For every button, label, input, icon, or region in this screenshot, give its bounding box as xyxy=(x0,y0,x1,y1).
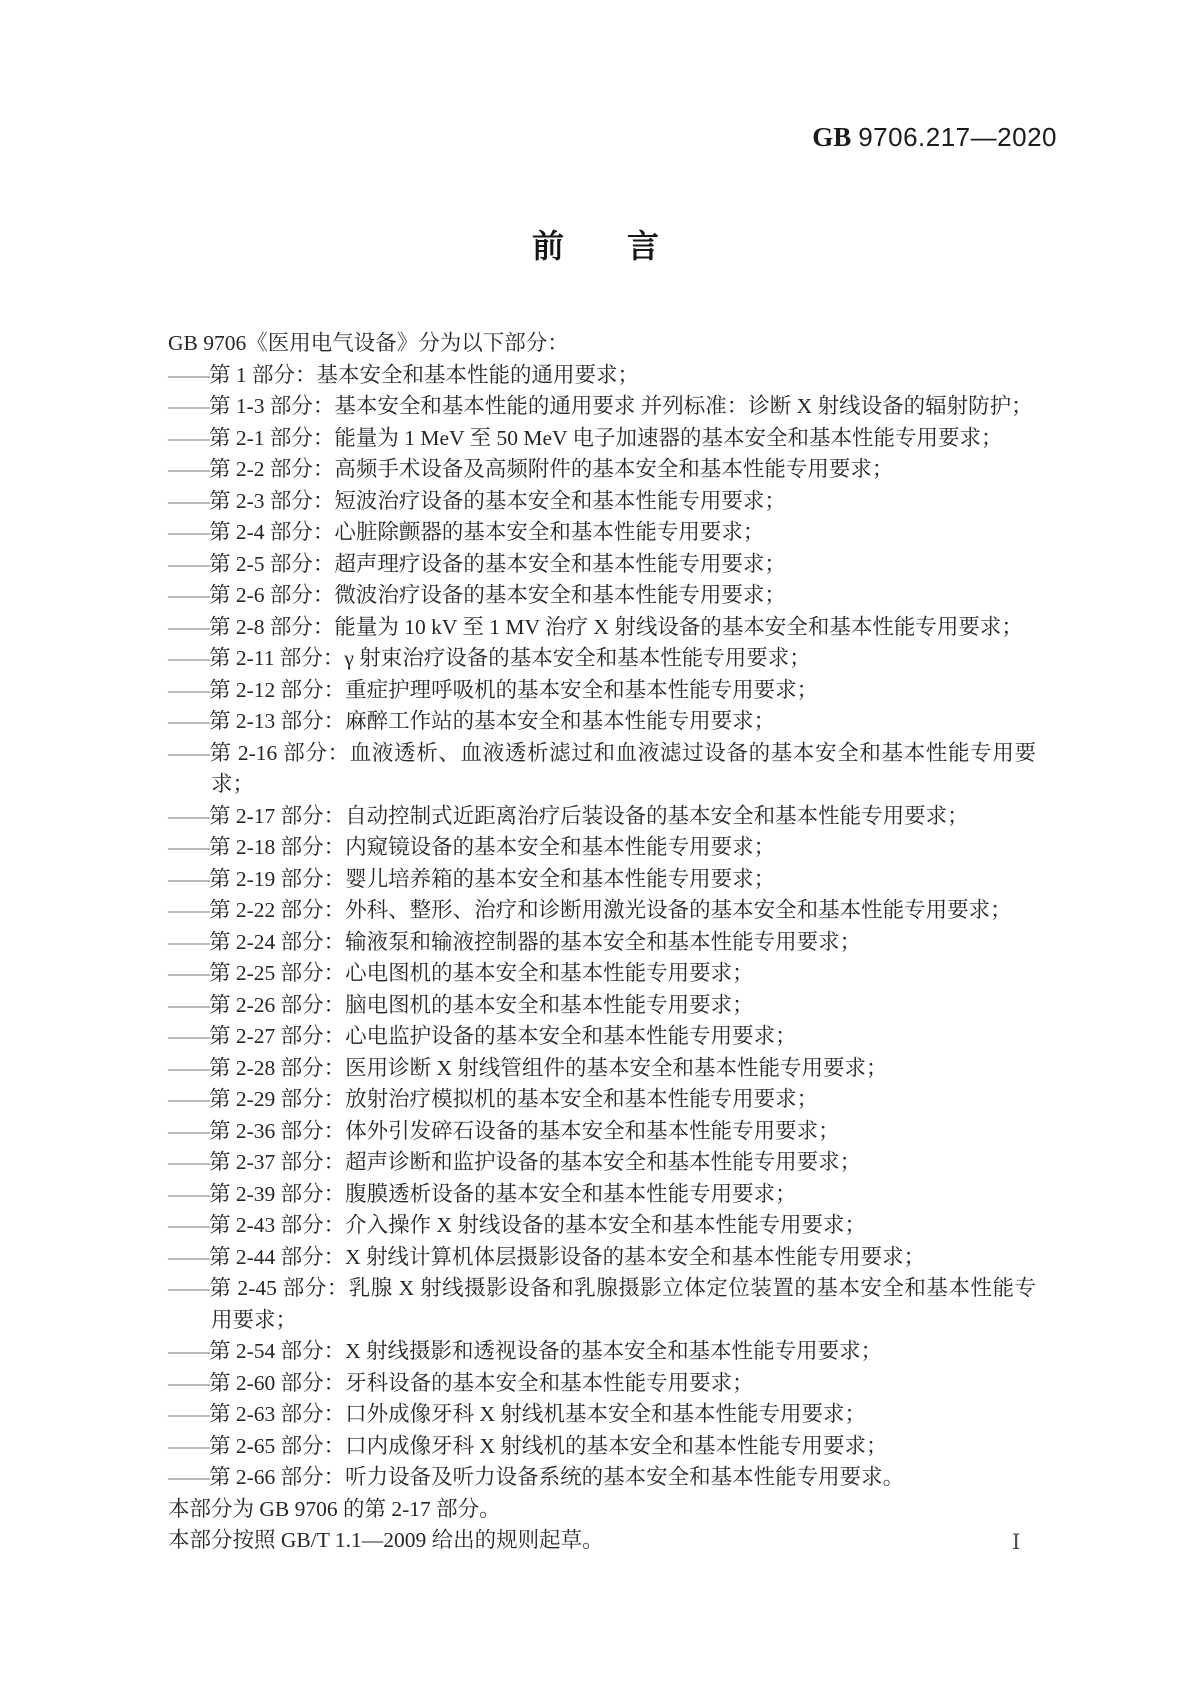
foreword-content xyxy=(168,328,1036,1557)
list-dash: —— xyxy=(168,898,209,922)
list-dash: —— xyxy=(168,1213,209,1237)
intro-line: GB 9706《医用电气设备》分为以下部分： xyxy=(168,331,569,355)
closing-line-1: 本部分为 GB 9706 的第 2-17 部分。 xyxy=(168,1496,501,1521)
list-dash: —— xyxy=(168,1181,209,1206)
part-item: ——第 2-24 部分：输液泵和输液控制器的基本安全和基本性能专用要求； xyxy=(168,929,862,954)
part-item: ——第 2-12 部分：重症护理呼吸机的基本安全和基本性能专用要求； xyxy=(168,677,819,702)
part-item: ——第 2-36 部分：体外引发碎石设备的基本安全和基本性能专用要求； xyxy=(168,1118,840,1143)
standard-code xyxy=(812,124,1057,151)
list-dash: —— xyxy=(168,457,209,481)
standard-code-prefix: GB xyxy=(812,122,852,152)
list-dash: —— xyxy=(168,961,209,985)
part-item: ——第 2-13 部分：麻醉工作站的基本安全和基本性能专用要求； xyxy=(168,709,776,733)
list-dash: —— xyxy=(168,709,209,733)
list-dash: —— xyxy=(168,520,209,544)
list-dash: —— xyxy=(168,929,209,954)
part-item: ——第 2-5 部分：超声理疗设备的基本安全和基本性能专用要求； xyxy=(168,551,786,576)
part-item: ——第 2-43 部分：介入操作 X 射线设备的基本安全和基本性能专用要求； xyxy=(168,1213,866,1237)
part-item: ——第 2-65 部分：口内成像牙科 X 射线机的基本安全和基本性能专用要求； xyxy=(168,1433,888,1458)
part-item: ——第 2-17 部分：自动控制式近距离治疗后装设备的基本安全和基本性能专用要求； xyxy=(168,803,969,828)
part-item: ——第 2-3 部分：短波治疗设备的基本安全和基本性能专用要求； xyxy=(168,488,786,513)
part-item: ——第 2-26 部分：脑电图机的基本安全和基本性能专用要求； xyxy=(168,992,754,1017)
list-dash: —— xyxy=(168,992,209,1017)
list-dash: —— xyxy=(168,1150,209,1174)
list-dash: —— xyxy=(168,394,209,418)
part-item: ——第 2-6 部分：微波治疗设备的基本安全和基本性能专用要求； xyxy=(168,583,786,607)
list-dash: —— xyxy=(168,1087,209,1111)
list-dash: —— xyxy=(168,1465,209,1489)
list-dash: —— xyxy=(168,1118,209,1143)
list-dash: —— xyxy=(168,425,209,450)
part-item: ——第 2-25 部分：心电图机的基本安全和基本性能专用要求； xyxy=(168,961,754,985)
part-item: ——第 2-63 部分：口外成像牙科 X 射线机基本安全和基本性能专用要求； xyxy=(168,1402,866,1426)
part-item: ——第 2-16 部分：血液透析、血液透析滤过和血液滤过设备的基本安全和基本性能专用要求； xyxy=(168,740,1036,796)
part-item: ——第 2-45 部分：乳腺 X 射线摄影设备和乳腺摄影立体定位装置的基本安全和基本性能专用要求； xyxy=(168,1276,1036,1332)
list-dash: —— xyxy=(168,1244,209,1269)
part-item: ——第 2-39 部分：腹膜透析设备的基本安全和基本性能专用要求； xyxy=(168,1181,797,1206)
list-dash: —— xyxy=(168,583,209,607)
part-item: ——第 1-3 部分：基本安全和基本性能的通用要求 并列标准：诊断 X 射线设备的辐射防护； xyxy=(168,394,1033,418)
list-dash: —— xyxy=(168,1433,209,1458)
list-dash: —— xyxy=(168,677,209,702)
list-dash: —— xyxy=(168,1024,209,1048)
list-dash: —— xyxy=(168,740,209,765)
foreword-title xyxy=(0,230,1191,262)
list-dash: —— xyxy=(168,1339,209,1363)
list-dash: —— xyxy=(168,488,209,513)
list-dash: —— xyxy=(168,1055,209,1080)
part-item: ——第 2-8 部分：能量为 10 kV 至 1 MV 治疗 X 射线设备的基本安全和基本性能专用要求； xyxy=(168,614,1023,639)
part-item: ——第 2-27 部分：心电监护设备的基本安全和基本性能专用要求； xyxy=(168,1024,797,1048)
part-item: ——第 2-1 部分：能量为 1 MeV 至 50 MeV 电子加速器的基本安全和基本性能专用要求； xyxy=(168,425,1003,450)
list-dash: —— xyxy=(168,1370,209,1395)
foreword-title-char-2: 言 xyxy=(627,228,660,264)
list-dash: —— xyxy=(168,835,209,859)
foreword-title-char-1: 前 xyxy=(531,228,564,264)
part-item: ——第 2-66 部分：听力设备及听力设备系统的基本安全和基本性能专用要求。 xyxy=(168,1465,905,1489)
list-dash: —— xyxy=(168,646,209,670)
list-dash: —— xyxy=(168,362,209,387)
list-dash: —— xyxy=(168,1276,209,1300)
list-dash: —— xyxy=(168,614,209,639)
page-number: Ⅰ xyxy=(1012,1530,1021,1554)
standard-code-number: 9706.217—2020 xyxy=(858,122,1057,152)
part-item: ——第 2-60 部分：牙科设备的基本安全和基本性能专用要求； xyxy=(168,1370,754,1395)
list-dash: —— xyxy=(168,803,209,828)
part-item: ——第 2-11 部分：γ 射束治疗设备的基本安全和基本性能专用要求； xyxy=(168,646,811,670)
parts-list xyxy=(168,360,1036,1494)
part-item: ——第 2-44 部分：X 射线计算机体层摄影设备的基本安全和基本性能专用要求； xyxy=(168,1244,926,1269)
part-item: ——第 1 部分：基本安全和基本性能的通用要求； xyxy=(168,362,640,387)
part-item: ——第 2-37 部分：超声诊断和监护设备的基本安全和基本性能专用要求； xyxy=(168,1150,862,1174)
part-item: ——第 2-54 部分：X 射线摄影和透视设备的基本安全和基本性能专用要求； xyxy=(168,1339,883,1363)
part-item: ——第 2-29 部分：放射治疗模拟机的基本安全和基本性能专用要求； xyxy=(168,1087,819,1111)
part-item: ——第 2-2 部分：高频手术设备及高频附件的基本安全和基本性能专用要求； xyxy=(168,457,894,481)
part-item: ——第 2-4 部分：心脏除颤器的基本安全和基本性能专用要求； xyxy=(168,520,765,544)
closing-line-2: 本部分按照 GB/T 1.1—2009 给出的规则起草。 xyxy=(168,1528,604,1552)
list-dash: —— xyxy=(168,866,209,891)
part-item: ——第 2-22 部分：外科、整形、治疗和诊断用激光设备的基本安全和基本性能专用要求； xyxy=(168,898,1012,922)
list-dash: —— xyxy=(168,1402,209,1426)
part-item: ——第 2-18 部分：内窥镜设备的基本安全和基本性能专用要求； xyxy=(168,835,776,859)
part-item: ——第 2-28 部分：医用诊断 X 射线管组件的基本安全和基本性能专用要求； xyxy=(168,1055,888,1080)
list-dash: —— xyxy=(168,551,209,576)
part-item: ——第 2-19 部分：婴儿培养箱的基本安全和基本性能专用要求； xyxy=(168,866,776,891)
